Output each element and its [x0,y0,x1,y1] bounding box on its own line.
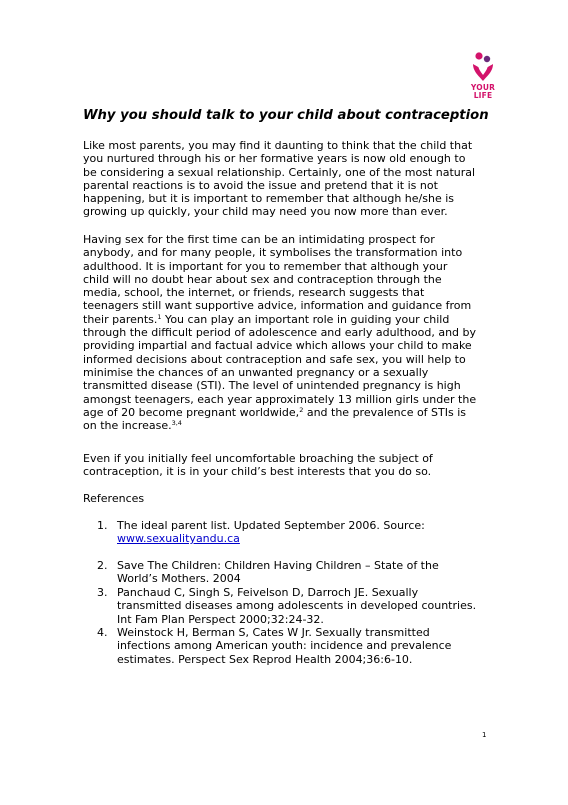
text-segment: and the prevalence of STIs is [303,405,467,419]
text-line: Panchaud C, Singh S, Feivelson D, Darroch JE. Sexually [117,586,419,599]
text-line: anybody, and for many people, it symbolises the transformation into [83,246,463,260]
text-line: be considering a sexual relationship. Certainly, one of the most natural [83,165,476,179]
paragraph-3 [83,452,493,479]
reference-number: 3. [97,586,108,599]
references-heading: References [83,492,145,505]
text-line: Like most parents, you may find it daunting to think that the child that [83,139,473,152]
reference-item [0,519,425,559]
logo-figures-icon [466,50,500,84]
reference-text [117,519,497,546]
text-line: teenagers still want supportive advice, information and guidance from [83,299,472,313]
reference-text [117,626,497,666]
citation-superscript: 2 [299,405,304,414]
text-line: transmitted diseases among adolescents in developed countries. [117,599,477,613]
text-line: The ideal parent list. Updated September 2006. Source: [117,519,425,532]
text-line: Even if you initially feel uncomfortable broaching the subject of [83,452,433,465]
text-line: through the difficult period of adolescence and early adulthood, and by [83,326,477,340]
text-line: Save The Children: Children Having Children – State of the [117,559,439,572]
reference-number: 4. [97,626,108,639]
text-line [83,313,493,326]
your-life-logo [466,50,500,102]
text-line: you nurtured through his or her formative years is now old enough to [83,152,466,166]
logo-text-your: YOUR [470,83,496,92]
citation-superscript: 1 [157,312,162,321]
text-line [83,406,493,419]
reference-item [0,559,439,586]
reference-text [117,586,497,626]
text-line: Int Fam Plan Perspect 2000;32:24-32. [117,612,324,626]
logo-text-life: LIFE [473,91,493,100]
reference-item [0,586,477,626]
text-line: providing impartial and factual advice which allows your child to make [83,339,472,353]
page-title: Why you should talk to your child about contraception [83,108,489,123]
citation-superscript: 3,4 [171,419,182,428]
text-segment: on the increase. [83,419,172,433]
references-list [0,519,477,666]
reference-number: 2. [97,559,108,572]
paragraph-2 [83,233,493,432]
text-line: happening, but it is important to remember that although he/she is [83,192,454,206]
text-line: transmitted disease (STI). The level of unintended pregnancy is high [83,379,461,393]
text-line: adulthood. It is important for you to remember that although your [83,259,448,273]
text-segment: age of 20 become pregnant worldwide, [83,405,300,419]
text-line: informed decisions about contraception and safe sex, you will help to [83,352,466,366]
paragraph-1 [83,139,493,219]
text-line [83,419,493,432]
text-line: parental reactions is to avoid the issue and pretend that it is not [83,178,438,192]
reference-item [0,626,452,666]
text-line: Having sex for the first time can be an intimidating prospect for [83,233,435,246]
text-line: media, school, the internet, or friends, research suggests that [83,286,425,300]
text-line: infections among American youth: incidence and prevalence [117,639,452,653]
text-line: minimise the chances of an unwanted pregnancy or a sexually [83,365,429,379]
sexualityandu-link[interactable]: www.sexualityandu.ca [117,532,240,546]
text-line: growing up quickly, your child may need you now more than ever. [83,205,448,219]
page-number: 1 [482,731,487,739]
text-line: child will no doubt hear about sex and contraception through the [83,272,442,286]
text-line: Weinstock H, Berman S, Cates W Jr. Sexually transmitted [117,626,430,639]
text-segment: You can play an important role in guiding your child [161,312,450,326]
text-line: amongst teenagers, each year approximately 13 million girls under the [83,392,477,406]
text-line: contraception, it is in your child’s best interests that you do so. [83,465,432,479]
text-line: estimates. Perspect Sex Reprod Health 2004;36:6-10. [117,652,413,666]
text-line: World’s Mothers. 2004 [117,572,241,586]
text-segment: their parents. [83,312,158,326]
reference-text [117,559,497,586]
reference-number: 1. [97,519,108,532]
